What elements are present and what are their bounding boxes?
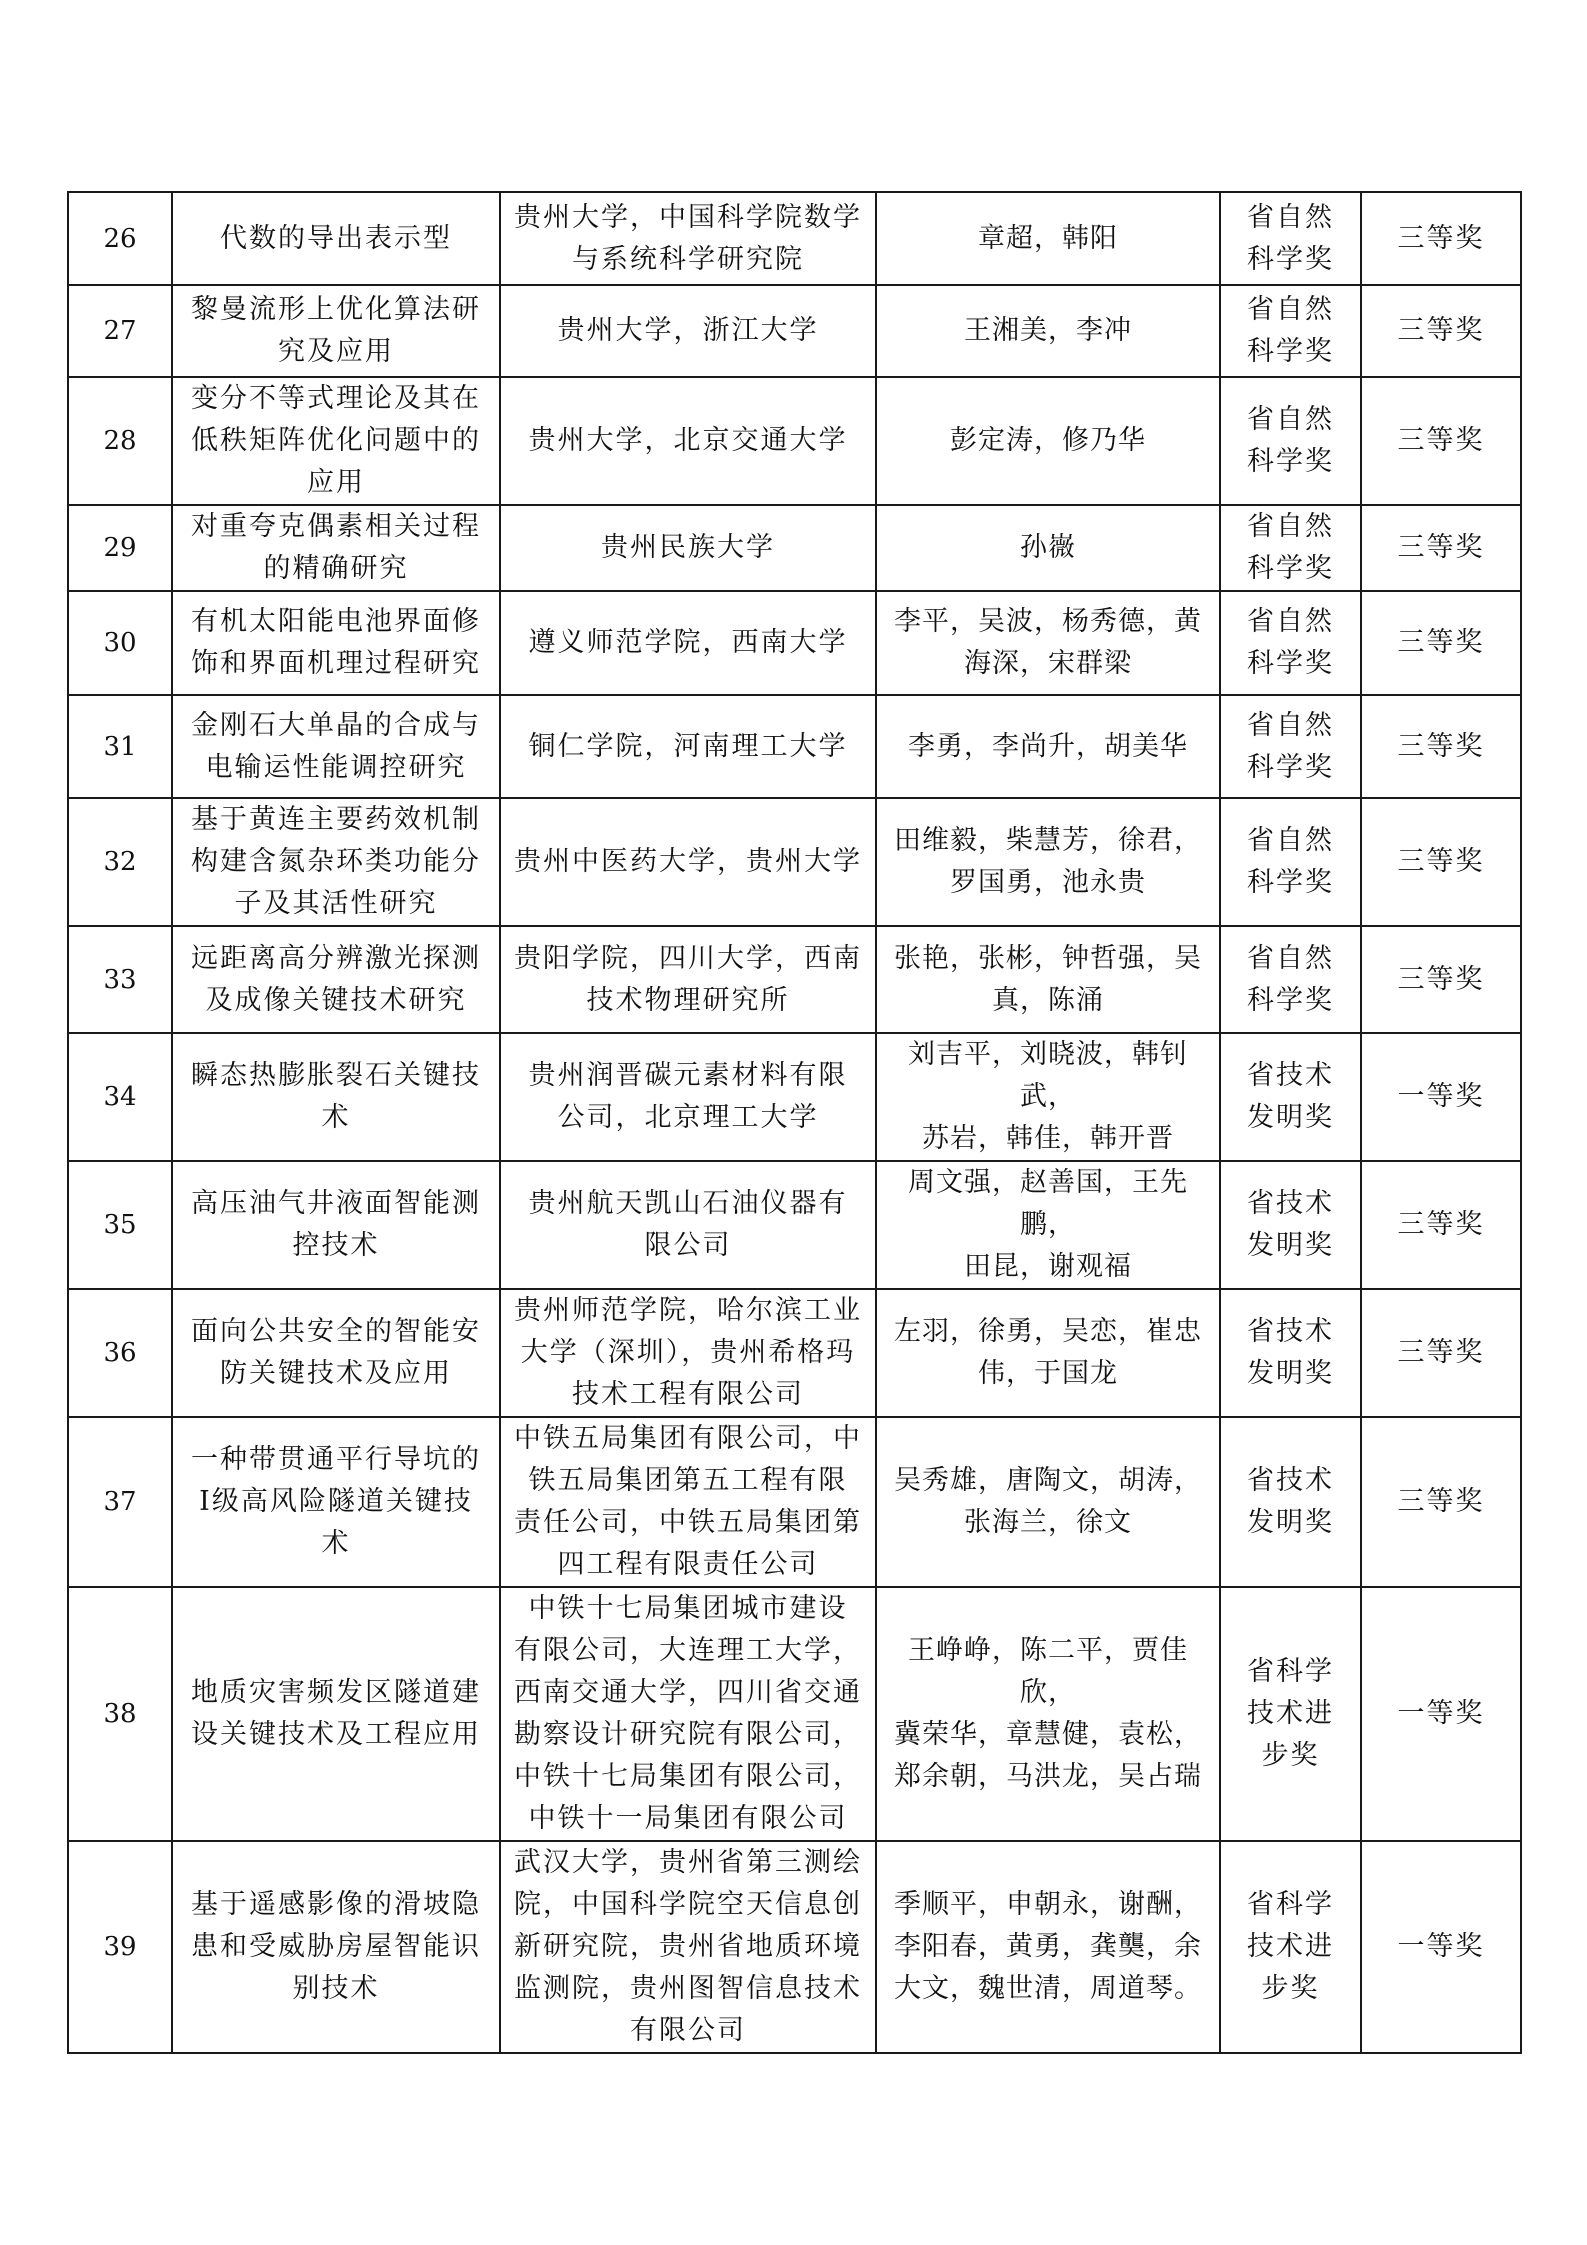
row-number: 35: [68, 1161, 172, 1289]
row-number: 31: [68, 695, 172, 798]
completion-people: 彭定涛，修乃华: [876, 377, 1220, 505]
award-category: 省自然 科学奖: [1220, 505, 1361, 591]
completion-units: 贵州师范学院，哈尔滨工业 大学（深圳），贵州希格玛 技术工程有限公司: [500, 1289, 876, 1417]
table-row: [68, 285, 1521, 377]
award-grade: 三等奖: [1361, 1161, 1521, 1289]
award-category: 省自然 科学奖: [1220, 695, 1361, 798]
award-grade: 三等奖: [1361, 377, 1521, 505]
award-grade: 三等奖: [1361, 798, 1521, 926]
completion-people: 王峥峥，陈二平，贾佳欣， 冀荣华，章慧健，袁松， 郑余朝，马洪龙，吴占瑞: [876, 1587, 1220, 1841]
completion-people: 张艳，张彬，钟哲强，吴 真，陈涌: [876, 926, 1220, 1033]
completion-people: 吴秀雄，唐陶文，胡涛， 张海兰，徐文: [876, 1417, 1220, 1587]
project-title: 金刚石大单晶的合成与 电输运性能调控研究: [172, 695, 500, 798]
row-number: 29: [68, 505, 172, 591]
award-grade: 三等奖: [1361, 285, 1521, 377]
award-category: 省自然 科学奖: [1220, 285, 1361, 377]
project-title: 高压油气井液面智能测 控技术: [172, 1161, 500, 1289]
row-number: 36: [68, 1289, 172, 1417]
project-title: 远距离高分辨激光探测 及成像关键技术研究: [172, 926, 500, 1033]
completion-units: 贵州润晋碳元素材料有限 公司，北京理工大学: [500, 1033, 876, 1161]
table-row: [68, 192, 1521, 285]
award-category: 省自然 科学奖: [1220, 377, 1361, 505]
award-grade: 三等奖: [1361, 505, 1521, 591]
award-grade: 三等奖: [1361, 1289, 1521, 1417]
row-number: 27: [68, 285, 172, 377]
completion-units: 贵阳学院，四川大学，西南 技术物理研究所: [500, 926, 876, 1033]
table-row: [68, 591, 1521, 695]
completion-people: 李勇，李尚升，胡美华: [876, 695, 1220, 798]
completion-units: 中铁五局集团有限公司，中 铁五局集团第五工程有限 责任公司，中铁五局集团第 四工程有限责任公司: [500, 1417, 876, 1587]
row-number: 30: [68, 591, 172, 695]
row-number: 39: [68, 1841, 172, 2053]
project-title: 变分不等式理论及其在 低秩矩阵优化问题中的 应用: [172, 377, 500, 505]
table-row: [68, 1161, 1521, 1289]
completion-people: 周文强，赵善国，王先鹏， 田昆，谢观福: [876, 1161, 1220, 1289]
project-title: 基于遥感影像的滑坡隐 患和受威胁房屋智能识 别技术: [172, 1841, 500, 2053]
project-title: 代数的导出表示型: [172, 192, 500, 285]
award-grade: 三等奖: [1361, 695, 1521, 798]
completion-units: 贵州大学，中国科学院数学 与系统科学研究院: [500, 192, 876, 285]
completion-people: 刘吉平，刘晓波，韩钊武， 苏岩，韩佳，韩开晋: [876, 1033, 1220, 1161]
table-row: [68, 1587, 1521, 1841]
award-category: 省自然 科学奖: [1220, 926, 1361, 1033]
project-title: 地质灾害频发区隧道建 设关键技术及工程应用: [172, 1587, 500, 1841]
award-grade: 三等奖: [1361, 591, 1521, 695]
table-row: [68, 1033, 1521, 1161]
table-row: [68, 798, 1521, 926]
completion-people: 季顺平，申朝永，谢酬， 李阳春，黄勇，龚龑，余 大文，魏世清，周道琴。: [876, 1841, 1220, 2053]
project-title: 黎曼流形上优化算法研 究及应用: [172, 285, 500, 377]
project-title: 基于黄连主要药效机制 构建含氮杂环类功能分 子及其活性研究: [172, 798, 500, 926]
project-title: 对重夸克偶素相关过程 的精确研究: [172, 505, 500, 591]
completion-units: 贵州航天凯山石油仪器有 限公司: [500, 1161, 876, 1289]
completion-units: 贵州民族大学: [500, 505, 876, 591]
completion-units: 铜仁学院，河南理工大学: [500, 695, 876, 798]
project-title: 瞬态热膨胀裂石关键技 术: [172, 1033, 500, 1161]
award-category: 省自然 科学奖: [1220, 798, 1361, 926]
award-grade: 一等奖: [1361, 1587, 1521, 1841]
completion-people: 左羽，徐勇，吴恋，崔忠 伟，于国龙: [876, 1289, 1220, 1417]
award-category: 省自然 科学奖: [1220, 192, 1361, 285]
award-category: 省自然 科学奖: [1220, 591, 1361, 695]
table-row: [68, 377, 1521, 505]
award-category: 省科学 技术进 步奖: [1220, 1587, 1361, 1841]
completion-people: 章超，韩阳: [876, 192, 1220, 285]
award-grade: 一等奖: [1361, 1841, 1521, 2053]
award-category: 省技术 发明奖: [1220, 1033, 1361, 1161]
award-category: 省技术 发明奖: [1220, 1417, 1361, 1587]
table-row: [68, 505, 1521, 591]
completion-people: 田维毅，柴慧芳，徐君， 罗国勇，池永贵: [876, 798, 1220, 926]
award-grade: 三等奖: [1361, 926, 1521, 1033]
project-title: 面向公共安全的智能安 防关键技术及应用: [172, 1289, 500, 1417]
completion-units: 武汉大学，贵州省第三测绘 院，中国科学院空天信息创 新研究院，贵州省地质环境 监测院，贵州图智信息技术 有限公司: [500, 1841, 876, 2053]
award-grade: 三等奖: [1361, 192, 1521, 285]
completion-units: 遵义师范学院，西南大学: [500, 591, 876, 695]
completion-units: 贵州大学，浙江大学: [500, 285, 876, 377]
completion-people: 李平，吴波，杨秀德，黄 海深，宋群梁: [876, 591, 1220, 695]
row-number: 26: [68, 192, 172, 285]
project-title: 有机太阳能电池界面修 饰和界面机理过程研究: [172, 591, 500, 695]
completion-units: 中铁十七局集团城市建设 有限公司，大连理工大学， 西南交通大学，四川省交通 勘察设计研究院有限公司， 中铁十七局集团有限公司， 中铁十一局集团有限公司: [500, 1587, 876, 1841]
project-title: 一种带贯通平行导坑的 Ⅰ级高风险隧道关键技 术: [172, 1417, 500, 1587]
completion-people: 王湘美，李冲: [876, 285, 1220, 377]
awards-table: [67, 191, 1522, 2054]
award-category: 省技术 发明奖: [1220, 1161, 1361, 1289]
award-category: 省技术 发明奖: [1220, 1289, 1361, 1417]
table-row: [68, 695, 1521, 798]
award-grade: 三等奖: [1361, 1417, 1521, 1587]
table-row: [68, 1289, 1521, 1417]
table-row: [68, 1841, 1521, 2053]
table-row: [68, 926, 1521, 1033]
award-grade: 一等奖: [1361, 1033, 1521, 1161]
row-number: 34: [68, 1033, 172, 1161]
row-number: 38: [68, 1587, 172, 1841]
award-category: 省科学 技术进 步奖: [1220, 1841, 1361, 2053]
completion-people: 孙嶶: [876, 505, 1220, 591]
table-row: [68, 1417, 1521, 1587]
row-number: 32: [68, 798, 172, 926]
row-number: 28: [68, 377, 172, 505]
completion-units: 贵州大学，北京交通大学: [500, 377, 876, 505]
row-number: 33: [68, 926, 172, 1033]
completion-units: 贵州中医药大学，贵州大学: [500, 798, 876, 926]
row-number: 37: [68, 1417, 172, 1587]
